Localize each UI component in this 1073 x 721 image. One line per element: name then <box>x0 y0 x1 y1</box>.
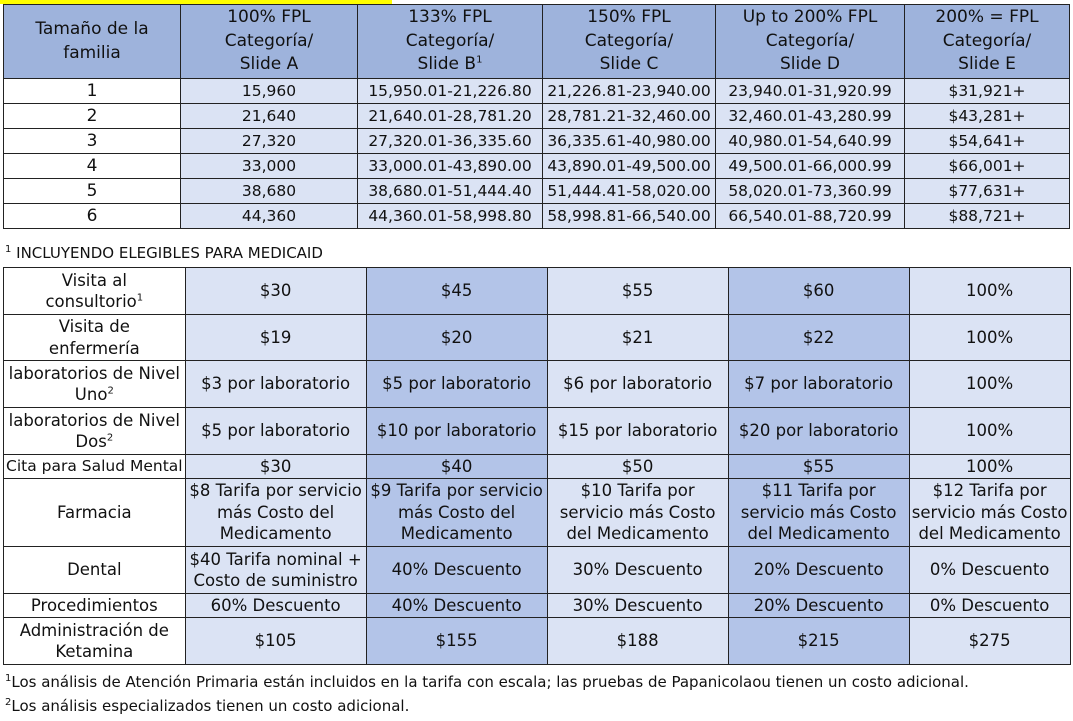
service-label-l1: laboratorios de Nivel <box>8 410 180 430</box>
slide-d-cell: 23,940.01-31,920.99 <box>716 79 905 104</box>
slide-a-cell: $3 por laboratorio <box>185 361 366 408</box>
slide-e-cell: 100% <box>909 315 1070 361</box>
slide-c-cell: 36,335.61-40,980.00 <box>543 129 716 154</box>
header-slide-a-l3: Slide A <box>239 54 299 75</box>
slide-e-cell: $54,641+ <box>905 129 1070 154</box>
service-label-l1: Visita de <box>58 317 130 337</box>
slide-a-cell: $40 Tarifa nominal + Costo de suministro <box>185 547 366 594</box>
header-slide-b-l1: 133% FPL <box>408 6 492 27</box>
slide-b-cell: 40% Descuento <box>366 594 547 618</box>
slide-c-cell: $21 <box>547 315 728 361</box>
footnote-2-text: Los análisis especializados tienen un costo adicional. <box>11 697 410 715</box>
slide-a-cell: $30 <box>185 268 366 315</box>
header-slide-e <box>905 5 1070 79</box>
table-row <box>4 455 1071 479</box>
service-label <box>4 315 186 361</box>
slide-e-cell: 100% <box>909 408 1070 455</box>
slide-b-cell: $155 <box>366 618 547 665</box>
table-row <box>4 154 1070 179</box>
header-slide-b-sup: 1 <box>476 54 483 66</box>
services-table <box>3 267 1071 665</box>
slide-b-cell: 33,000.01-43,890.00 <box>358 154 543 179</box>
slide-d-cell: $20 por laboratorio <box>728 408 909 455</box>
slide-c-cell: 43,890.01-49,500.00 <box>543 154 716 179</box>
header-slide-a-l1: 100% FPL <box>227 6 311 27</box>
slide-e-cell: $12 Tarifa por servicio más Costo del Medicamento <box>909 479 1070 547</box>
slide-d-cell: $215 <box>728 618 909 665</box>
slide-a-cell: 21,640 <box>181 104 358 129</box>
family-size-cell: 2 <box>4 104 181 129</box>
income-slide-table <box>3 4 1070 229</box>
slide-a-cell: $5 por laboratorio <box>185 408 366 455</box>
header-slide-d-l3: Slide D <box>780 54 840 75</box>
slide-a-cell: 15,960 <box>181 79 358 104</box>
slide-e-cell: $275 <box>909 618 1070 665</box>
table-row <box>4 179 1070 204</box>
header-slide-b-l3: Slide B <box>417 54 477 75</box>
header-slide-a <box>181 5 358 79</box>
medicaid-note <box>5 244 323 262</box>
service-label-sup: 1 <box>136 292 144 304</box>
service-label-l1: laboratorios de Nivel <box>8 363 180 383</box>
slide-d-cell: $55 <box>728 455 909 479</box>
header-slide-d <box>716 5 905 79</box>
table-row <box>4 361 1071 408</box>
service-label: Cita para Salud Mental <box>4 455 186 479</box>
service-label-l2: consultorio <box>45 292 137 311</box>
service-label-l2: Ketamina <box>55 642 134 661</box>
header-slide-c-l3: Slide C <box>599 54 659 75</box>
table-row <box>4 315 1071 361</box>
slide-e-cell: $77,631+ <box>905 179 1070 204</box>
family-size-cell: 5 <box>4 179 181 204</box>
slide-c-cell: $6 por laboratorio <box>547 361 728 408</box>
service-label-sup: 2 <box>107 385 114 397</box>
header-slide-d-l2: Categoría/ <box>765 30 855 51</box>
slide-d-cell: 58,020.01-73,360.99 <box>716 179 905 204</box>
slide-d-cell: $60 <box>728 268 909 315</box>
footnote-1-text: Los análisis de Atención Primaria están incluidos en la tarifa con escala; las pruebas de Papanicolaou tienen un costo adicional. <box>11 673 969 691</box>
table-row <box>4 104 1070 129</box>
table-row <box>4 618 1071 665</box>
service-label-l2: enfermería <box>48 338 140 358</box>
slide-d-cell: $22 <box>728 315 909 361</box>
slide-d-cell: 49,500.01-66,000.99 <box>716 154 905 179</box>
table-row <box>4 79 1070 104</box>
family-size-cell: 3 <box>4 129 181 154</box>
slide-c-cell: $10 Tarifa por servicio más Costo del Medicamento <box>547 479 728 547</box>
header-slide-a-l2: Categoría/ <box>224 30 314 51</box>
slide-b-cell: 27,320.01-36,335.60 <box>358 129 543 154</box>
slide-d-cell: 20% Descuento <box>728 594 909 618</box>
service-label: Procedimientos <box>4 594 186 618</box>
slide-e-cell: $88,721+ <box>905 204 1070 229</box>
slide-c-cell: 58,998.81-66,540.00 <box>543 204 716 229</box>
table-row <box>4 204 1070 229</box>
medicaid-note-sup: 1 <box>5 244 12 255</box>
slide-b-cell: $20 <box>366 315 547 361</box>
slide-b-cell: 38,680.01-51,444.40 <box>358 179 543 204</box>
slide-a-cell: 33,000 <box>181 154 358 179</box>
slide-e-cell: 0% Descuento <box>909 594 1070 618</box>
slide-b-cell: $10 por laboratorio <box>366 408 547 455</box>
header-slide-d-l1: Up to 200% FPL <box>742 6 878 27</box>
slide-e-cell: $66,001+ <box>905 154 1070 179</box>
slide-d-cell: 32,460.01-43,280.99 <box>716 104 905 129</box>
table-row <box>4 547 1071 594</box>
slide-a-cell: $8 Tarifa por servicio más Costo del Medicamento <box>185 479 366 547</box>
service-label-l2: Dos <box>75 432 107 451</box>
header-slide-b <box>358 5 543 79</box>
slide-d-cell: $7 por laboratorio <box>728 361 909 408</box>
slide-b-cell: $9 Tarifa por servicio más Costo del Medicamento <box>366 479 547 547</box>
slide-e-cell: $31,921+ <box>905 79 1070 104</box>
header-slide-e-l3: Slide E <box>958 54 1016 75</box>
slide-d-cell: $11 Tarifa por servicio más Costo del Medicamento <box>728 479 909 547</box>
slide-a-cell: $105 <box>185 618 366 665</box>
service-label-l1: Visita al <box>61 270 127 290</box>
slide-a-cell: 38,680 <box>181 179 358 204</box>
slide-e-cell: $43,281+ <box>905 104 1070 129</box>
header-family-size: Tamaño de la familia <box>4 5 181 79</box>
slide-b-cell: 15,950.01-21,226.80 <box>358 79 543 104</box>
slide-a-cell: 60% Descuento <box>185 594 366 618</box>
table-row <box>4 268 1071 315</box>
service-label: Farmacia <box>4 479 186 547</box>
service-label <box>4 618 186 665</box>
table-row <box>4 479 1071 547</box>
slide-b-cell: 44,360.01-58,998.80 <box>358 204 543 229</box>
service-label <box>4 408 186 455</box>
slide-b-cell: 21,640.01-28,781.20 <box>358 104 543 129</box>
header-slide-c <box>543 5 716 79</box>
slide-b-cell: 40% Descuento <box>366 547 547 594</box>
slide-e-cell: 100% <box>909 455 1070 479</box>
slide-e-cell: 100% <box>909 361 1070 408</box>
slide-a-cell: 27,320 <box>181 129 358 154</box>
slide-c-cell: 30% Descuento <box>547 594 728 618</box>
slide-e-cell: 100% <box>909 268 1070 315</box>
header-slide-e-l2: Categoría/ <box>942 30 1032 51</box>
medicaid-note-text: INCLUYENDO ELEGIBLES PARA MEDICAID <box>11 244 323 262</box>
service-label <box>4 361 186 408</box>
slide-c-cell: 51,444.41-58,020.00 <box>543 179 716 204</box>
slide-c-cell: $188 <box>547 618 728 665</box>
slide-c-cell: $15 por laboratorio <box>547 408 728 455</box>
slide-c-cell: $50 <box>547 455 728 479</box>
slide-d-cell: 66,540.01-88,720.99 <box>716 204 905 229</box>
header-slide-c-l2: Categoría/ <box>584 30 674 51</box>
slide-e-cell: 0% Descuento <box>909 547 1070 594</box>
slide-a-cell: $19 <box>185 315 366 361</box>
slide-b-cell: $5 por laboratorio <box>366 361 547 408</box>
table-row <box>4 408 1071 455</box>
service-label-l1: Administración de <box>19 620 169 640</box>
slide-a-cell: 44,360 <box>181 204 358 229</box>
footnote-2-sup: 2 <box>5 697 12 708</box>
slide-c-cell: 21,226.81-23,940.00 <box>543 79 716 104</box>
slide-d-cell: 40,980.01-54,640.99 <box>716 129 905 154</box>
header-slide-b-l2: Categoría/ <box>405 30 495 51</box>
service-label <box>4 268 186 315</box>
service-label: Dental <box>4 547 186 594</box>
footnote-1-sup: 1 <box>5 673 12 684</box>
slide-b-cell: $45 <box>366 268 547 315</box>
slide-d-cell: 20% Descuento <box>728 547 909 594</box>
table-row <box>4 594 1071 618</box>
service-label-l2: Uno <box>74 385 108 404</box>
slide-b-cell: $40 <box>366 455 547 479</box>
service-label-sup: 2 <box>106 432 114 444</box>
family-size-cell: 4 <box>4 154 181 179</box>
slide-c-cell: 30% Descuento <box>547 547 728 594</box>
header-slide-c-l1: 150% FPL <box>587 6 671 27</box>
slide-c-cell: 28,781.21-32,460.00 <box>543 104 716 129</box>
family-size-cell: 1 <box>4 79 181 104</box>
footnote-2 <box>5 697 409 715</box>
table-row <box>4 129 1070 154</box>
family-size-cell: 6 <box>4 204 181 229</box>
slide-a-cell: $30 <box>185 455 366 479</box>
header-row <box>4 5 1070 79</box>
slide-c-cell: $55 <box>547 268 728 315</box>
header-slide-e-l1: 200% = FPL <box>935 6 1039 27</box>
footnote-1 <box>5 673 969 691</box>
